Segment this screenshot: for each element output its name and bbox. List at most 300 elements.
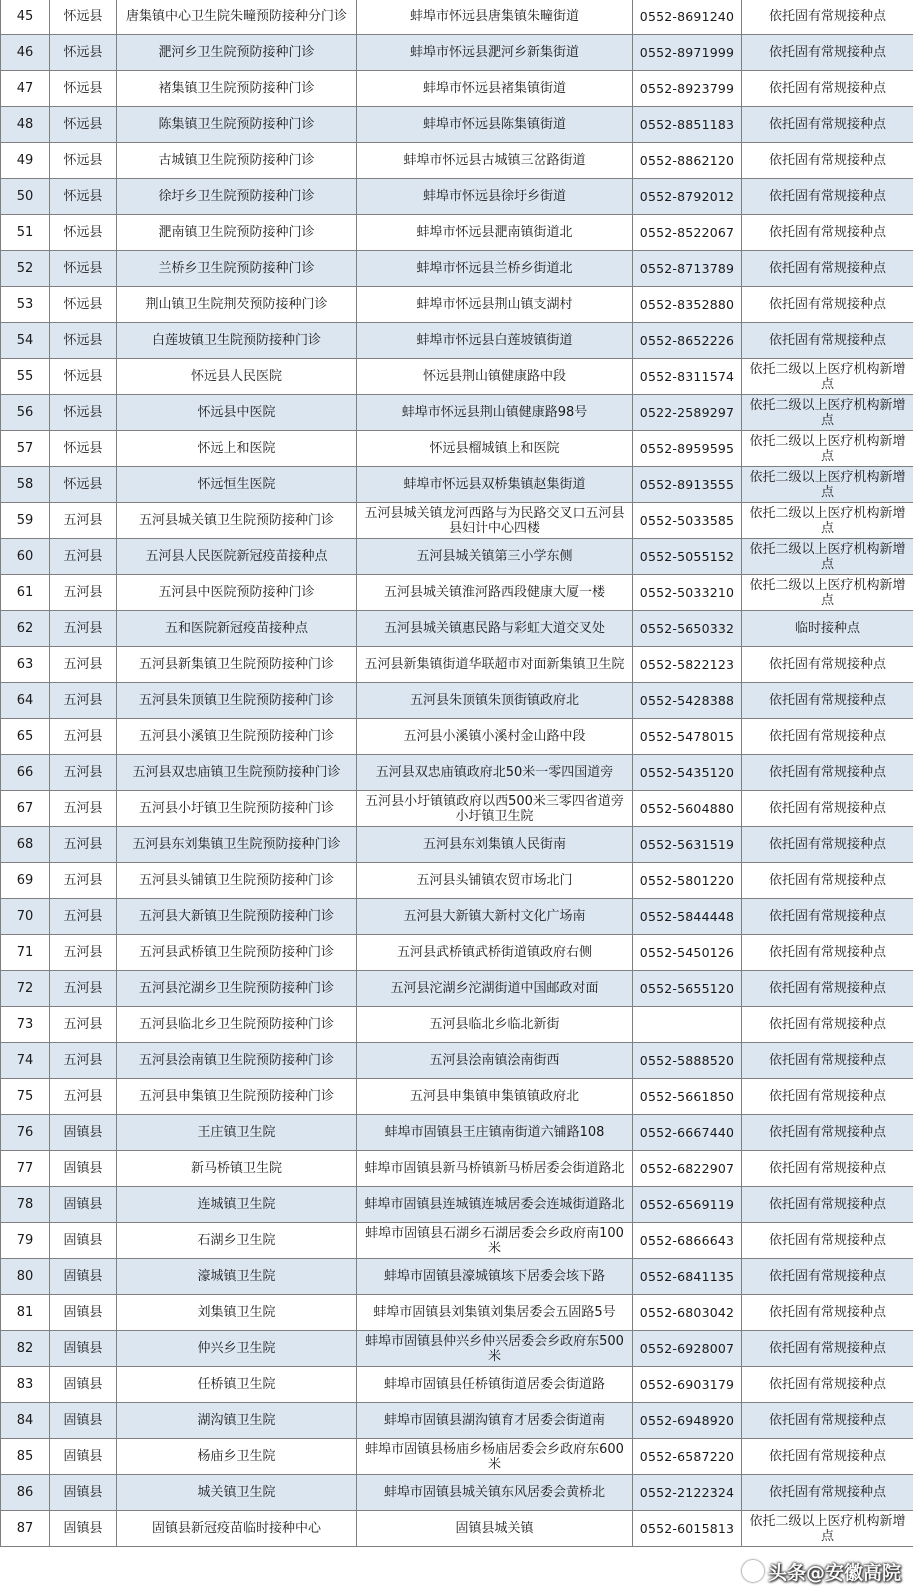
cell-site-name: 荆山镇卫生院荆芡预防接种门诊: [117, 287, 357, 323]
table-row: [1, 719, 913, 755]
cell-site-type: 依托固有常规接种点: [742, 215, 913, 251]
cell-site-type: 依托二级以上医疗机构新增点: [742, 1511, 913, 1547]
cell-number: 62: [1, 611, 50, 647]
cell-number: 86: [1, 1475, 50, 1511]
cell-site-type: 依托固有常规接种点: [742, 1151, 913, 1187]
cell-county: 怀远县: [50, 251, 117, 287]
table-row: [1, 503, 913, 539]
cell-phone: 0552-5055152: [633, 539, 742, 575]
cell-county: 五河县: [50, 899, 117, 935]
cell-phone: 0552-6903179: [633, 1367, 742, 1403]
cell-site-type: 依托固有常规接种点: [742, 1259, 913, 1295]
table-row: [1, 35, 913, 71]
cell-site-type: 依托固有常规接种点: [742, 935, 913, 971]
cell-number: 84: [1, 1403, 50, 1439]
cell-number: 50: [1, 179, 50, 215]
table-row: [1, 1295, 913, 1331]
cell-site-type: 依托固有常规接种点: [742, 71, 913, 107]
cell-number: 75: [1, 1079, 50, 1115]
toutiao-logo-icon: [742, 1560, 764, 1582]
cell-number: 58: [1, 467, 50, 503]
cell-site-type: 依托固有常规接种点: [742, 1079, 913, 1115]
table-row: [1, 1007, 913, 1043]
cell-site-type: 依托固有常规接种点: [742, 719, 913, 755]
cell-site-name: 五河县新集镇卫生院预防接种门诊: [117, 647, 357, 683]
cell-site-type: 依托固有常规接种点: [742, 1187, 913, 1223]
cell-number: 66: [1, 755, 50, 791]
cell-site-type: 依托固有常规接种点: [742, 107, 913, 143]
table-row: [1, 791, 913, 827]
cell-number: 65: [1, 719, 50, 755]
cell-site-name: 五河县浍南镇卫生院预防接种门诊: [117, 1043, 357, 1079]
cell-site-name: 徐圩乡卫生院预防接种门诊: [117, 179, 357, 215]
cell-address: 蚌埠市固镇县刘集镇刘集居委会五固路5号: [357, 1295, 633, 1331]
cell-site-name: 五河县人民医院新冠疫苗接种点: [117, 539, 357, 575]
cell-county: 固镇县: [50, 1511, 117, 1547]
cell-county: 怀远县: [50, 0, 117, 35]
cell-address: 怀远县荆山镇健康路中段: [357, 359, 633, 395]
table-row: [1, 827, 913, 863]
table-row: [1, 107, 913, 143]
cell-phone: 0552-2122324: [633, 1475, 742, 1511]
cell-number: 47: [1, 71, 50, 107]
cell-site-name: 五河县朱顶镇卫生院预防接种门诊: [117, 683, 357, 719]
cell-number: 46: [1, 35, 50, 71]
cell-county: 五河县: [50, 683, 117, 719]
table-row: [1, 1511, 913, 1547]
cell-number: 55: [1, 359, 50, 395]
cell-address: 蚌埠市固镇县杨庙乡杨庙居委会乡政府东600米: [357, 1439, 633, 1475]
cell-number: 80: [1, 1259, 50, 1295]
cell-county: 怀远县: [50, 215, 117, 251]
cell-site-name: 城关镇卫生院: [117, 1475, 357, 1511]
cell-site-name: 仲兴乡卫生院: [117, 1331, 357, 1367]
cell-site-type: 依托固有常规接种点: [742, 1007, 913, 1043]
cell-number: 67: [1, 791, 50, 827]
cell-address: 蚌埠市怀远县兰桥乡街道北: [357, 251, 633, 287]
cell-site-name: 五河县城关镇卫生院预防接种门诊: [117, 503, 357, 539]
cell-site-type: 依托固有常规接种点: [742, 1043, 913, 1079]
cell-county: 怀远县: [50, 107, 117, 143]
cell-address: 固镇县城关镇: [357, 1511, 633, 1547]
cell-county: 固镇县: [50, 1403, 117, 1439]
cell-site-name: 五河县沱湖乡卫生院预防接种门诊: [117, 971, 357, 1007]
cell-address: 蚌埠市固镇县任桥镇街道居委会街道路: [357, 1367, 633, 1403]
cell-number: 69: [1, 863, 50, 899]
table-row: [1, 1331, 913, 1367]
table-row: [1, 683, 913, 719]
cell-address: 五河县大新镇大新村文化广场南: [357, 899, 633, 935]
cell-phone: 0552-6948920: [633, 1403, 742, 1439]
table-row: [1, 755, 913, 791]
cell-phone: 0552-8652226: [633, 323, 742, 359]
cell-site-name: 淝南镇卫生院预防接种门诊: [117, 215, 357, 251]
table-row: [1, 1043, 913, 1079]
cell-number: 48: [1, 107, 50, 143]
cell-phone: 0552-6822907: [633, 1151, 742, 1187]
cell-phone: 0552-8792012: [633, 179, 742, 215]
cell-county: 五河县: [50, 719, 117, 755]
cell-number: 85: [1, 1439, 50, 1475]
cell-address: 蚌埠市固镇县城关镇东风居委会黄桥北: [357, 1475, 633, 1511]
cell-site-type: 依托固有常规接种点: [742, 863, 913, 899]
cell-address: 五河县新集镇街道华联超市对面新集镇卫生院: [357, 647, 633, 683]
table-row: [1, 863, 913, 899]
cell-number: 79: [1, 1223, 50, 1259]
table-row: [1, 251, 913, 287]
cell-site-type: 依托固有常规接种点: [742, 0, 913, 35]
table-row: [1, 935, 913, 971]
cell-county: 怀远县: [50, 35, 117, 71]
cell-address: 怀远县榴城镇上和医院: [357, 431, 633, 467]
cell-phone: 0552-8352880: [633, 287, 742, 323]
cell-phone: 0552-5604880: [633, 791, 742, 827]
cell-number: 82: [1, 1331, 50, 1367]
cell-site-name: 怀远县人民医院: [117, 359, 357, 395]
table-row: [1, 899, 913, 935]
cell-county: 怀远县: [50, 143, 117, 179]
cell-site-type: 依托固有常规接种点: [742, 683, 913, 719]
cell-phone: 0552-5033210: [633, 575, 742, 611]
cell-phone: 0552-6015813: [633, 1511, 742, 1547]
cell-county: 固镇县: [50, 1475, 117, 1511]
cell-number: 74: [1, 1043, 50, 1079]
cell-phone: 0552-5801220: [633, 863, 742, 899]
cell-county: 五河县: [50, 1007, 117, 1043]
cell-phone: 0522-2589297: [633, 395, 742, 431]
cell-address: 蚌埠市固镇县濠城镇垓下居委会垓下路: [357, 1259, 633, 1295]
cell-county: 五河县: [50, 791, 117, 827]
table-row: [1, 1079, 913, 1115]
cell-number: 53: [1, 287, 50, 323]
cell-site-type: 依托固有常规接种点: [742, 35, 913, 71]
table-row: [1, 215, 913, 251]
cell-address: 五河县小溪镇小溪村金山路中段: [357, 719, 633, 755]
cell-county: 固镇县: [50, 1439, 117, 1475]
cell-phone: 0552-5428388: [633, 683, 742, 719]
cell-county: 固镇县: [50, 1367, 117, 1403]
cell-number: 64: [1, 683, 50, 719]
cell-phone: 0552-5844448: [633, 899, 742, 935]
cell-county: 五河县: [50, 647, 117, 683]
cell-site-type: 依托固有常规接种点: [742, 827, 913, 863]
cell-county: 五河县: [50, 1079, 117, 1115]
cell-county: 怀远县: [50, 359, 117, 395]
cell-site-name: 五河县双忠庙镇卫生院预防接种门诊: [117, 755, 357, 791]
cell-county: 五河县: [50, 575, 117, 611]
cell-phone: 0552-5033585: [633, 503, 742, 539]
cell-phone: 0552-8959595: [633, 431, 742, 467]
table-row: [1, 1439, 913, 1475]
table-row: [1, 647, 913, 683]
cell-address: 五河县双忠庙镇政府北50米一零四国道旁: [357, 755, 633, 791]
cell-number: 83: [1, 1367, 50, 1403]
cell-number: 68: [1, 827, 50, 863]
cell-address: 蚌埠市固镇县王庄镇南街道六铺路108: [357, 1115, 633, 1151]
table-row: [1, 971, 913, 1007]
cell-site-type: 临时接种点: [742, 611, 913, 647]
cell-county: 固镇县: [50, 1223, 117, 1259]
cell-county: 五河县: [50, 539, 117, 575]
cell-site-name: 王庄镇卫生院: [117, 1115, 357, 1151]
cell-site-name: 五河县东刘集镇卫生院预防接种门诊: [117, 827, 357, 863]
cell-number: 52: [1, 251, 50, 287]
cell-number: 57: [1, 431, 50, 467]
table-row: [1, 179, 913, 215]
cell-county: 固镇县: [50, 1295, 117, 1331]
table-row: [1, 323, 913, 359]
cell-phone: 0552-8691240: [633, 0, 742, 35]
table-row: [1, 395, 913, 431]
cell-site-name: 固镇县新冠疫苗临时接种中心: [117, 1511, 357, 1547]
cell-site-name: 褚集镇卫生院预防接种门诊: [117, 71, 357, 107]
cell-county: 五河县: [50, 827, 117, 863]
cell-site-name: 杨庙乡卫生院: [117, 1439, 357, 1475]
table-row: [1, 1259, 913, 1295]
cell-phone: [633, 1007, 742, 1043]
table-row: [1, 71, 913, 107]
cell-site-type: 依托固有常规接种点: [742, 899, 913, 935]
cell-county: 五河县: [50, 863, 117, 899]
cell-phone: 0552-5435120: [633, 755, 742, 791]
cell-phone: 0552-6928007: [633, 1331, 742, 1367]
cell-address: 蚌埠市怀远县淝河乡新集街道: [357, 35, 633, 71]
cell-address: 蚌埠市固镇县连城镇连城居委会连城街道路北: [357, 1187, 633, 1223]
table-row: [1, 1187, 913, 1223]
cell-phone: 0552-8923799: [633, 71, 742, 107]
cell-phone: 0552-6569119: [633, 1187, 742, 1223]
cell-address: 五河县武桥镇武桥街道镇政府右侧: [357, 935, 633, 971]
cell-site-type: 依托固有常规接种点: [742, 143, 913, 179]
cell-county: 五河县: [50, 503, 117, 539]
cell-address: 蚌埠市固镇县仲兴乡仲兴居委会乡政府东500米: [357, 1331, 633, 1367]
cell-site-name: 唐集镇中心卫生院朱疃预防接种分门诊: [117, 0, 357, 35]
cell-county: 五河县: [50, 1043, 117, 1079]
cell-address: 五河县沱湖乡沱湖街道中国邮政对面: [357, 971, 633, 1007]
table-row: [1, 611, 913, 647]
cell-site-type: 依托二级以上医疗机构新增点: [742, 431, 913, 467]
cell-site-type: 依托固有常规接种点: [742, 791, 913, 827]
cell-phone: 0552-6667440: [633, 1115, 742, 1151]
cell-site-name: 五河县武桥镇卫生院预防接种门诊: [117, 935, 357, 971]
cell-phone: 0552-8311574: [633, 359, 742, 395]
cell-site-name: 新马桥镇卫生院: [117, 1151, 357, 1187]
cell-phone: 0552-5650332: [633, 611, 742, 647]
cell-county: 怀远县: [50, 467, 117, 503]
cell-county: 固镇县: [50, 1115, 117, 1151]
cell-site-name: 湖沟镇卫生院: [117, 1403, 357, 1439]
cell-address: 蚌埠市怀远县双桥集镇赵集街道: [357, 467, 633, 503]
cell-county: 怀远县: [50, 431, 117, 467]
cell-county: 怀远县: [50, 323, 117, 359]
table-row: [1, 359, 913, 395]
cell-address: 五河县城关镇惠民路与彩虹大道交叉处: [357, 611, 633, 647]
cell-site-name: 濠城镇卫生院: [117, 1259, 357, 1295]
cell-number: 71: [1, 935, 50, 971]
cell-number: 70: [1, 899, 50, 935]
cell-site-type: 依托固有常规接种点: [742, 287, 913, 323]
cell-site-name: 陈集镇卫生院预防接种门诊: [117, 107, 357, 143]
cell-site-type: 依托固有常规接种点: [742, 1331, 913, 1367]
cell-number: 63: [1, 647, 50, 683]
table-row: [1, 467, 913, 503]
cell-phone: 0552-5822123: [633, 647, 742, 683]
cell-number: 54: [1, 323, 50, 359]
cell-address: 五河县浍南镇浍南街西: [357, 1043, 633, 1079]
cell-number: 81: [1, 1295, 50, 1331]
cell-phone: 0552-6587220: [633, 1439, 742, 1475]
cell-site-name: 古城镇卫生院预防接种门诊: [117, 143, 357, 179]
cell-county: 固镇县: [50, 1331, 117, 1367]
cell-site-type: 依托固有常规接种点: [742, 1403, 913, 1439]
table-row: [1, 1367, 913, 1403]
cell-phone: 0552-8522067: [633, 215, 742, 251]
cell-number: 59: [1, 503, 50, 539]
cell-site-name: 刘集镇卫生院: [117, 1295, 357, 1331]
cell-site-type: 依托固有常规接种点: [742, 755, 913, 791]
cell-site-type: 依托固有常规接种点: [742, 323, 913, 359]
cell-number: 73: [1, 1007, 50, 1043]
cell-site-name: 五河县小圩镇卫生院预防接种门诊: [117, 791, 357, 827]
cell-county: 怀远县: [50, 287, 117, 323]
cell-address: 蚌埠市固镇县湖沟镇育才居委会街道南: [357, 1403, 633, 1439]
cell-site-name: 兰桥乡卫生院预防接种门诊: [117, 251, 357, 287]
cell-site-type: 依托固有常规接种点: [742, 1367, 913, 1403]
cell-address: 五河县朱顶镇朱顶街镇政府北: [357, 683, 633, 719]
cell-site-name: 五河县头铺镇卫生院预防接种门诊: [117, 863, 357, 899]
cell-number: 76: [1, 1115, 50, 1151]
cell-address: 五河县城关镇第三小学东侧: [357, 539, 633, 575]
cell-county: 五河县: [50, 935, 117, 971]
cell-county: 固镇县: [50, 1151, 117, 1187]
cell-site-name: 石湖乡卫生院: [117, 1223, 357, 1259]
cell-phone: 0552-8851183: [633, 107, 742, 143]
cell-phone: 0552-5478015: [633, 719, 742, 755]
table-row: [1, 287, 913, 323]
cell-site-name: 五河县中医院预防接种门诊: [117, 575, 357, 611]
cell-number: 49: [1, 143, 50, 179]
cell-county: 固镇县: [50, 1259, 117, 1295]
cell-site-type: 依托二级以上医疗机构新增点: [742, 359, 913, 395]
table-body: [1, 0, 913, 1547]
cell-phone: 0552-8862120: [633, 143, 742, 179]
cell-address: 蚌埠市怀远县淝南镇街道北: [357, 215, 633, 251]
cell-site-type: 依托固有常规接种点: [742, 971, 913, 1007]
cell-county: 怀远县: [50, 71, 117, 107]
cell-address: 蚌埠市怀远县褚集镇街道: [357, 71, 633, 107]
cell-site-type: 依托固有常规接种点: [742, 1295, 913, 1331]
cell-county: 怀远县: [50, 179, 117, 215]
cell-phone: 0552-5661850: [633, 1079, 742, 1115]
cell-site-name: 怀远恒生医院: [117, 467, 357, 503]
cell-address: 蚌埠市怀远县古城镇三岔路街道: [357, 143, 633, 179]
table-row: [1, 575, 913, 611]
cell-site-type: 依托固有常规接种点: [742, 1115, 913, 1151]
cell-address: 五河县东刘集镇人民街南: [357, 827, 633, 863]
cell-phone: 0552-6841135: [633, 1259, 742, 1295]
cell-address: 五河县头铺镇农贸市场北门: [357, 863, 633, 899]
cell-site-type: 依托二级以上医疗机构新增点: [742, 503, 913, 539]
cell-phone: 0552-8713789: [633, 251, 742, 287]
table-row: [1, 143, 913, 179]
table-row: [1, 1115, 913, 1151]
cell-county: 五河县: [50, 971, 117, 1007]
cell-site-name: 淝河乡卫生院预防接种门诊: [117, 35, 357, 71]
cell-address: 蚌埠市固镇县新马桥镇新马桥居委会街道路北: [357, 1151, 633, 1187]
cell-county: 怀远县: [50, 395, 117, 431]
cell-number: 56: [1, 395, 50, 431]
cell-address: 五河县临北乡临北新街: [357, 1007, 633, 1043]
cell-county: 五河县: [50, 611, 117, 647]
cell-address: 蚌埠市怀远县陈集镇街道: [357, 107, 633, 143]
cell-site-type: 依托二级以上医疗机构新增点: [742, 395, 913, 431]
cell-number: 60: [1, 539, 50, 575]
cell-phone: 0552-5631519: [633, 827, 742, 863]
cell-county: 五河县: [50, 755, 117, 791]
cell-county: 固镇县: [50, 1187, 117, 1223]
cell-number: 72: [1, 971, 50, 1007]
cell-phone: 0552-8913555: [633, 467, 742, 503]
cell-site-type: 依托二级以上医疗机构新增点: [742, 539, 913, 575]
cell-address: 五河县申集镇申集镇镇政府北: [357, 1079, 633, 1115]
cell-number: 87: [1, 1511, 50, 1547]
cell-address: 五河县城关镇淮河路西段健康大厦一楼: [357, 575, 633, 611]
cell-address: 蚌埠市怀远县白莲坡镇街道: [357, 323, 633, 359]
cell-phone: 0552-6803042: [633, 1295, 742, 1331]
cell-address: 蚌埠市固镇县石湖乡石湖居委会乡政府南100米: [357, 1223, 633, 1259]
cell-number: 78: [1, 1187, 50, 1223]
cell-site-type: 依托二级以上医疗机构新增点: [742, 467, 913, 503]
cell-site-type: 依托固有常规接种点: [742, 1223, 913, 1259]
table-row: [1, 431, 913, 467]
cell-site-name: 五河县申集镇卫生院预防接种门诊: [117, 1079, 357, 1115]
watermark-text: 头条@安徽高院: [767, 1562, 901, 1584]
cell-site-name: 白莲坡镇卫生院预防接种门诊: [117, 323, 357, 359]
cell-phone: 0552-5450126: [633, 935, 742, 971]
cell-site-name: 怀远上和医院: [117, 431, 357, 467]
cell-number: 77: [1, 1151, 50, 1187]
cell-address: 蚌埠市怀远县荆山镇健康路98号: [357, 395, 633, 431]
cell-address: 蚌埠市怀远县荆山镇支湖村: [357, 287, 633, 323]
cell-site-name: 连城镇卫生院: [117, 1187, 357, 1223]
cell-site-name: 五河县临北乡卫生院预防接种门诊: [117, 1007, 357, 1043]
cell-phone: 0552-8971999: [633, 35, 742, 71]
cell-address: 五河县小圩镇镇政府以西500米三零四省道旁小圩镇卫生院: [357, 791, 633, 827]
cell-address: 蚌埠市怀远县唐集镇朱疃街道: [357, 0, 633, 35]
watermark: [742, 1558, 901, 1585]
cell-phone: 0552-5888520: [633, 1043, 742, 1079]
cell-site-name: 怀远县中医院: [117, 395, 357, 431]
cell-phone: 0552-5655120: [633, 971, 742, 1007]
table-row: [1, 1475, 913, 1511]
cell-site-type: 依托固有常规接种点: [742, 1439, 913, 1475]
cell-site-name: 任桥镇卫生院: [117, 1367, 357, 1403]
cell-address: 五河县城关镇龙河西路与为民路交叉口五河县县妇计中心四楼: [357, 503, 633, 539]
cell-site-type: 依托固有常规接种点: [742, 179, 913, 215]
cell-site-type: 依托二级以上医疗机构新增点: [742, 575, 913, 611]
table-row: [1, 1403, 913, 1439]
cell-number: 61: [1, 575, 50, 611]
table-row: [1, 539, 913, 575]
cell-site-name: 五河县小溪镇卫生院预防接种门诊: [117, 719, 357, 755]
cell-site-name: 五河县大新镇卫生院预防接种门诊: [117, 899, 357, 935]
table-row: [1, 1151, 913, 1187]
cell-site-name: 五和医院新冠疫苗接种点: [117, 611, 357, 647]
cell-site-type: 依托固有常规接种点: [742, 251, 913, 287]
cell-site-type: 依托固有常规接种点: [742, 647, 913, 683]
table-row: [1, 0, 913, 35]
cell-phone: 0552-6866643: [633, 1223, 742, 1259]
